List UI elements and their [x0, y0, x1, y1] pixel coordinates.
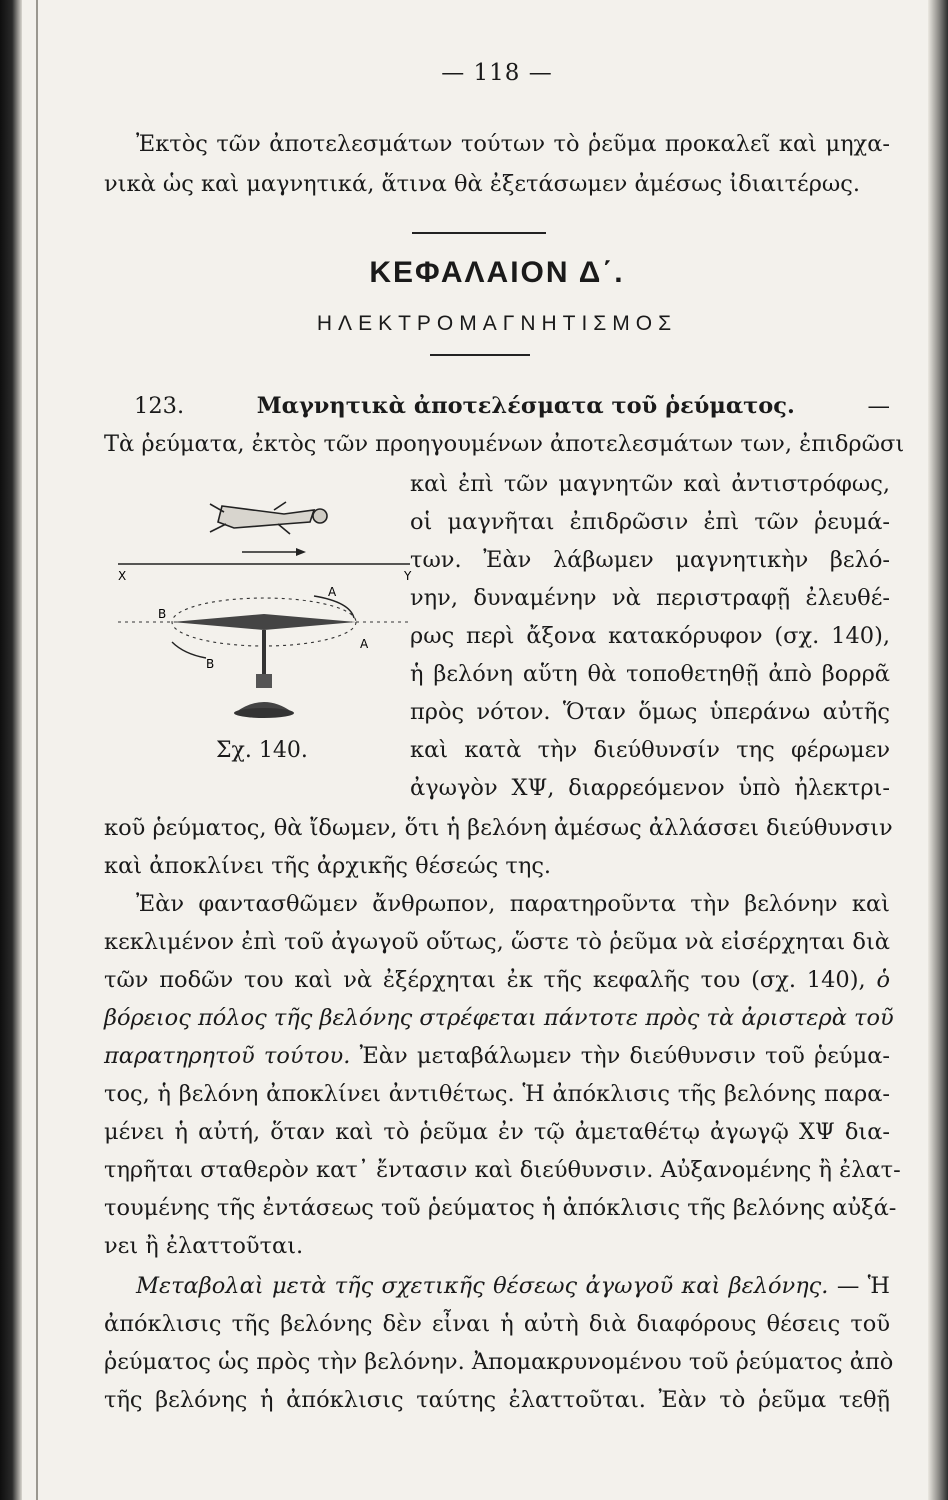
pivot-collar [256, 674, 272, 688]
paragraph-2-line: Ἐὰν φαντασθῶμεν ἄνθρωπον, παρατηροῦντα τὴν βελόνην καὶ [136, 891, 890, 917]
label-b-prime: B [206, 657, 215, 671]
paragraph-2-line: κεκλιμένον ἐπὶ τοῦ ἀγωγοῦ οὕτως, ὥστε τὸ ῥεῦμα νὰ εἰσέρχηται διὰ [104, 929, 890, 955]
wrap-line: καὶ ἐπὶ τῶν μαγνητῶν καὶ ἀντιστρόφως, [410, 471, 890, 497]
paragraph-1-line-1: Τὰ ῥεύματα, ἐκτὸς τῶν προηγουμένων ἀποτελεσμάτων των, ἐπιδρῶσι [104, 431, 905, 457]
page-binding-edge [0, 0, 22, 1500]
wrap-line: οἱ μαγνῆται ἐπιδρῶσιν ἐπὶ τῶν ῥευμά- [410, 509, 890, 535]
divider-bottom [430, 354, 530, 356]
paragraph-2-line [104, 1042, 890, 1070]
wrap-line: πρὸς νότον. Ὅταν ὅμως ὑπεράνω αὐτῆς [410, 699, 890, 725]
deflection-arrow-a [314, 596, 354, 618]
paragraph-2-line: τουμένης τῆς ἐντάσεως τοῦ ῥεύματος ἡ ἀπόκλισις τῆς βελόνης αὐξά- [104, 1195, 897, 1221]
paragraph-2-italic: παρατηρητοῦ τούτου. [104, 1043, 351, 1069]
label-y: Y [404, 569, 412, 583]
intro-line-2: νικὰ ὡς καὶ μαγνητικά, ἅτινα θὰ ἐξετάσωμεν ἀμέσως ἰδιαιτέρως. [104, 171, 861, 197]
wrap-line: ἡ βελόνη αὕτη θὰ τοποθετηθῇ ἀπὸ βορρᾶ [410, 661, 890, 687]
paragraph-1-line: κοῦ ῥεύματος, θὰ ἴδωμεν, ὅτι ἡ βελόνη ἀμέσως ἀλλάσσει διεύθυνσιν [104, 815, 893, 841]
paragraph-3-line: ῥεύματος ὡς πρὸς τὴν βελόνην. Ἀπομακρυνομένου τοῦ ῥεύματος ἀπὸ [104, 1349, 894, 1375]
arrow-head [296, 548, 306, 556]
paragraph-2-line: μένει ἡ αὐτή, ὅταν καὶ τὸ ῥεῦμα ἐν τῷ ἀμεταθέτῳ ἀγωγῷ ΧΨ δια- [104, 1119, 890, 1145]
paragraph-2-text: τῶν ποδῶν του καὶ νὰ ἐξέρχηται ἐκ τῆς κεφαλῆς του (σχ. 140), [104, 967, 866, 993]
section-dash: — [867, 393, 890, 419]
paragraph-3-line [104, 1272, 890, 1300]
paragraph-1-line: καὶ ἀποκλίνει τῆς ἀρχικῆς θέσεώς της. [104, 853, 552, 879]
figure-140-needle-diagram [114, 492, 414, 732]
section-heading [134, 392, 890, 420]
deflection-arrow-b [172, 642, 206, 658]
chapter-subtitle: ΗΛΕΚΤΡΟΜΑΓΝΗΤΙΣΜΟΣ [316, 312, 678, 335]
paragraph-3-line: τῆς βελόνης ἡ ἀπόκλισις ταύτης ἐλαττοῦται. Ἐὰν τὸ ῥεῦμα τεθῇ [104, 1387, 890, 1413]
wrap-line: ἀγωγὸν ΧΨ, διαρρεόμενον ὑπὸ ἠλεκτρι- [410, 775, 890, 801]
observer-figure [210, 502, 327, 534]
section-number: 123. [134, 393, 185, 419]
chapter-title: ΚΕΦΑΛΑΙΟΝ Δ΄. [369, 256, 625, 289]
paragraph-2-text: Ἐὰν μεταβάλωμεν τὴν διεύθυνσιν τοῦ ῥεύμα- [359, 1043, 890, 1069]
page-right-edge [928, 0, 948, 1500]
intro-line-1: Ἐκτὸς τῶν ἀποτελεσμάτων τούτων τὸ ῥεῦμα προκαλεῖ καὶ μηχα- [136, 131, 890, 157]
paragraph-2-line: τηρῆται σταθερὸν κατ᾽ ἔντασιν καὶ διεύθυνσιν. Αὐξανομένης ἢ ἐλατ- [104, 1157, 901, 1183]
magnetic-needle [172, 614, 356, 630]
wrap-line: καὶ κατὰ τὴν διεύθυνσίν της φέρωμεν [410, 737, 890, 763]
section-title: Μαγνητικὰ ἀποτελέσματα τοῦ ῥεύματος. [256, 393, 795, 419]
paragraph-2-line: βόρειος πόλος τῆς βελόνης στρέφεται πάντοτε πρὸς τὰ ἀριστερὰ τοῦ [104, 1005, 894, 1031]
stand-foot [234, 708, 294, 718]
label-a: A [328, 585, 337, 599]
wrap-line: ρως περὶ ἄξονα κατακόρυφον (σχ. 140), [410, 623, 890, 649]
wrap-line: νην, δυναμένην νὰ περιστραφῇ ἐλευθέ- [410, 585, 890, 611]
figure-caption: Σχ. 140. [216, 738, 308, 763]
paragraph-2-line: νει ἢ ἐλαττοῦται. [104, 1233, 304, 1259]
label-a-prime: A [360, 637, 369, 651]
paragraph-2-italic: ὁ [876, 967, 890, 993]
divider-top [412, 232, 546, 234]
page-number: — 118 — [441, 60, 553, 86]
wrap-line: των. Ἐὰν λάβωμεν μαγνητικὴν βελό- [410, 547, 890, 573]
paragraph-3-line: ἀπόκλισις τῆς βελόνης δὲν εἶναι ἡ αὐτὴ διὰ διαφόρους θέσεις τοῦ [104, 1311, 890, 1337]
label-b: B [158, 607, 167, 621]
paragraph-2-line: τος, ἡ βελόνη ἀποκλίνει ἀντιθέτως. Ἡ ἀπόκλισις τῆς βελόνης παρα- [104, 1081, 890, 1107]
paragraph-2-line [104, 966, 890, 994]
label-x: X [118, 569, 127, 583]
paragraph-3-text: — Ἡ [836, 1273, 891, 1299]
binding-line [36, 0, 38, 1500]
paragraph-3-heading: Μεταβολαὶ μετὰ τῆς σχετικῆς θέσεως ἀγωγοῦ καὶ βελόνης. [136, 1273, 829, 1299]
